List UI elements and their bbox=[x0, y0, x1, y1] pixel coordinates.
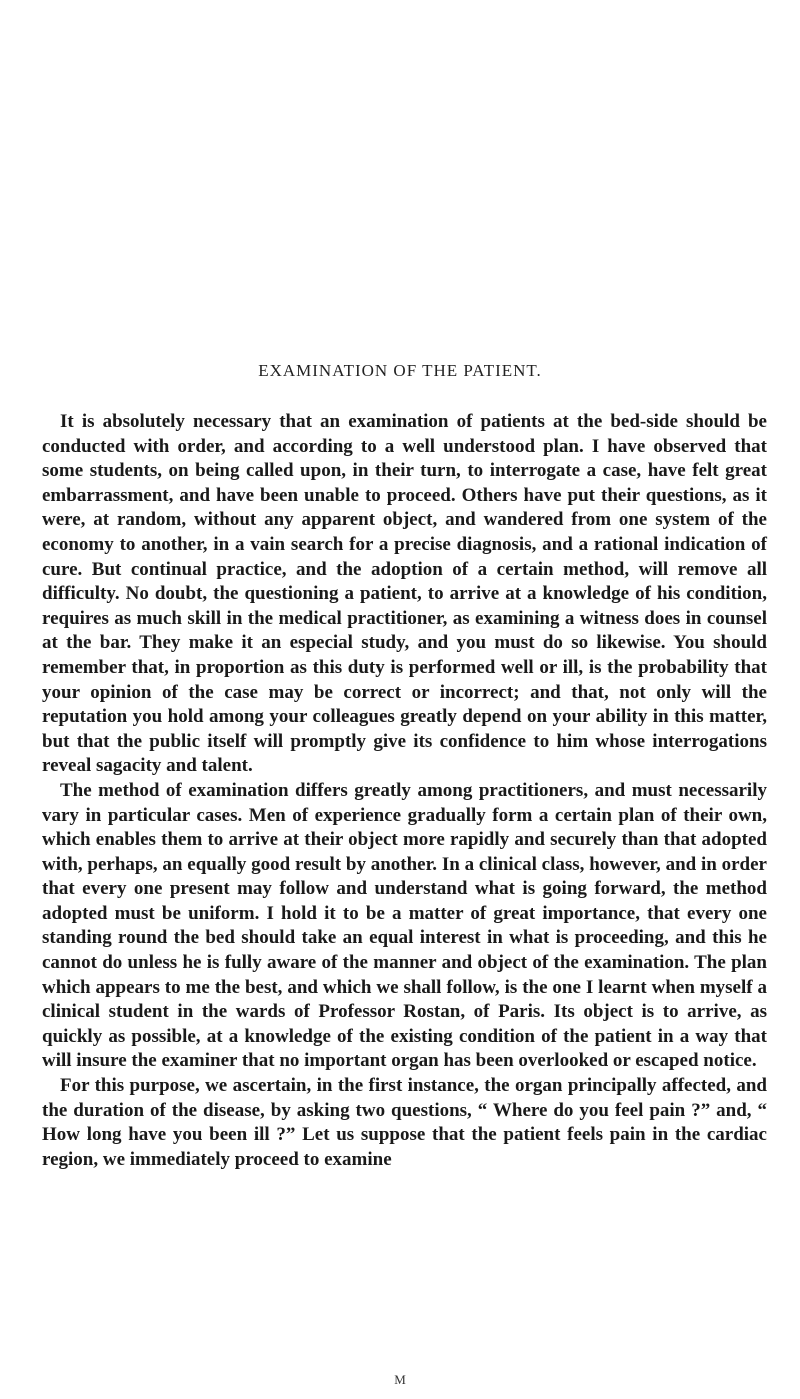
section-heading: EXAMINATION OF THE PATIENT. bbox=[258, 361, 542, 380]
body-text bbox=[42, 410, 767, 1172]
paragraph-2: The method of examination differs greatly among practitioners, and must necessarily vary in particular cases. Men of experience gradually form a certain plan of their own, which enables them to arrive at their object more rapidly and securely than that adopted with, perhaps, an equally good result by another. In a clinical class, however, and in order that every one present may follow and understand what is going forward, the method adopted must be uniform. I hold it to be a matter of great importance, that every one standing round the bed should take an equal interest in what is proceeding, and this he cannot do unless he is fully aware of the manner and object of the examination. The plan which appears to me the best, and which we shall follow, is the one I learnt when myself a clinical student in the wards of Professor Rostan, of Paris. Its object is to arrive, as quickly as possible, at a knowledge of the existing condition of the patient in a way that will insure the examiner that no important organ has been overlooked or escaped notice. bbox=[42, 779, 767, 1072]
paragraph-3: For this purpose, we ascertain, in the first instance, the organ principally affected, and the duration of the disease, by asking two questions, “ Where do you feel pain ?” and, “ How long have you been ill ?” Let us suppose that the patient feels pain in the cardiac region, we immediately proceed to examine bbox=[42, 1075, 767, 1170]
signature-mark: M bbox=[394, 1372, 406, 1387]
paragraph-1: It is absolutely necessary that an examination of patients at the bed-side should be conducted with order, and according to a well understood plan. I have observed that some students, on being called upon, in their turn, to interrogate a case, have felt great embarrassment, and have been unable to proceed. Others have put their questions, as it were, at random, without any apparent object, and wandered from one system of the economy to another, in a vain search for a precise diagnosis, and a rational indication of cure. But continual practice, and the adoption of a certain method, will remove all difficulty. No doubt, the questioning a patient, to arrive at a knowledge of his condition, requires as much skill in the medical practitioner, as examining a witness does in counsel at the bar. They make it an especial study, and you must do so likewise. You should remember that, in proportion as this duty is performed well or ill, is the probability that your opinion of the case may be correct or incorrect; and that, not only will the reputation you hold among your colleagues greatly depend on your ability in this matter, but that the public itself will promptly give its confidence to him whose interrogations reveal sagacity and talent. bbox=[42, 411, 767, 777]
